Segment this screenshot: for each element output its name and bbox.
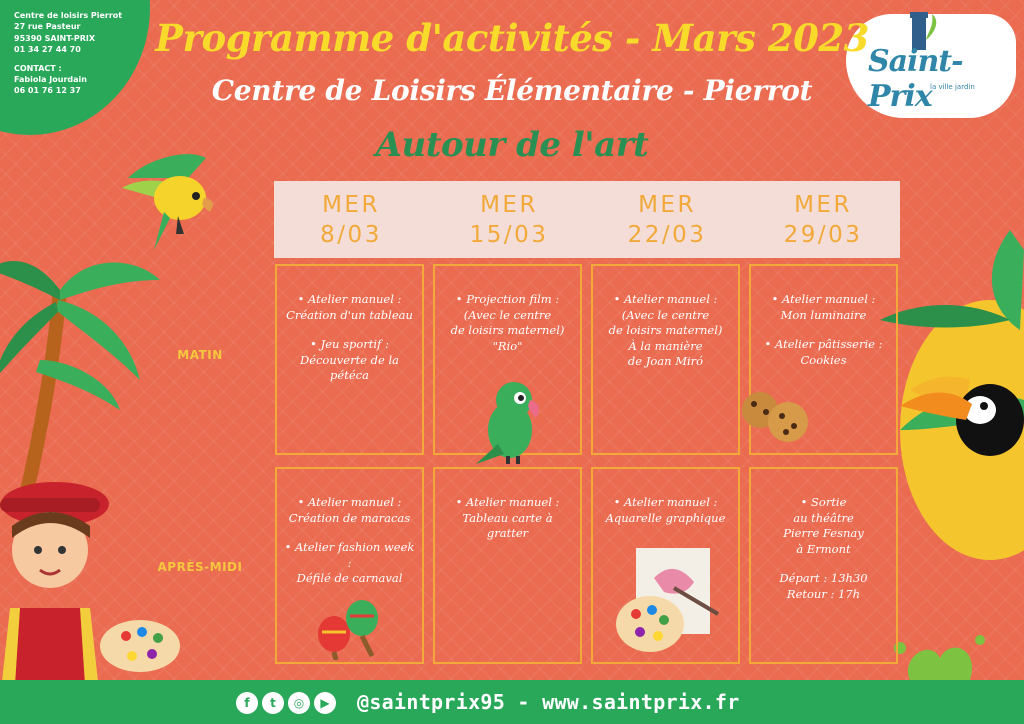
day-date: 22/03 bbox=[627, 222, 707, 248]
maracas-icon bbox=[312, 596, 384, 660]
period-label-morning: MATIN bbox=[177, 348, 223, 362]
contact-line: 95390 SAINT-PRIX bbox=[14, 33, 96, 43]
contact-phone: 06 01 76 12 37 bbox=[14, 86, 81, 96]
page-title: Programme d'activités - Mars 2023 bbox=[155, 16, 869, 60]
day-date: 15/03 bbox=[469, 222, 549, 248]
day-date: 29/03 bbox=[783, 222, 863, 248]
activity-item: Départ : 13h30 Retour : 17h bbox=[779, 571, 868, 601]
instagram-icon[interactable]: ◎ bbox=[288, 692, 310, 714]
contact-heading: CONTACT : bbox=[14, 63, 62, 73]
contact-line: 27 rue Pasteur bbox=[14, 22, 81, 32]
day-header-4 bbox=[745, 190, 901, 250]
activity-item: • Atelier manuel : Création d'un tableau bbox=[286, 292, 413, 322]
activity-item: • Jeu sportif : Découverte de la pétéca bbox=[299, 337, 400, 382]
footer-text bbox=[357, 690, 740, 714]
logo-name: Saint-Prix bbox=[868, 44, 963, 114]
day-name: MER bbox=[638, 192, 696, 218]
youtube-icon[interactable]: ▶ bbox=[314, 692, 336, 714]
activity-item: • Atelier manuel : Tableau carte à gratter bbox=[455, 495, 560, 540]
footer-separator: - bbox=[505, 690, 543, 714]
activity-item: • Atelier pâtisserie : Cookies bbox=[764, 337, 883, 367]
twitter-icon[interactable]: t bbox=[262, 692, 284, 714]
day-header-3 bbox=[589, 190, 745, 250]
day-name: MER bbox=[322, 192, 380, 218]
contact-line: 01 34 27 44 70 bbox=[14, 45, 81, 55]
activity-item: • Projection film : (Avec le centre de loisirs maternel) "Rio" bbox=[450, 292, 565, 353]
activity-cell-morning-1 bbox=[275, 264, 424, 455]
page-subtitle: Centre de Loisirs Élémentaire - Pierrot bbox=[211, 74, 813, 107]
palette-painting-icon bbox=[614, 548, 724, 660]
day-header-1 bbox=[273, 190, 429, 250]
activity-cell-morning-3 bbox=[591, 264, 740, 455]
day-name: MER bbox=[794, 192, 852, 218]
theme-title: Autour de l'art bbox=[375, 125, 649, 165]
contact-line: Centre de loisirs Pierrot bbox=[14, 11, 123, 20]
facebook-icon[interactable]: f bbox=[236, 692, 258, 714]
cookies-icon bbox=[738, 388, 812, 444]
activity-item: • Atelier fashion week : Défilé de carnaval bbox=[284, 540, 415, 585]
small-parrot-icon bbox=[470, 374, 554, 466]
activity-item: • Atelier manuel : Mon luminaire bbox=[771, 292, 876, 322]
logo-tagline: la ville jardin bbox=[930, 83, 975, 91]
girl-painter-illustration bbox=[0, 478, 190, 700]
activity-item: • Atelier manuel : Aquarelle graphique bbox=[605, 495, 726, 525]
activity-item: • Atelier manuel : Création de maracas bbox=[288, 495, 411, 525]
activity-item: • Sortie au théâtre Pierre Fesnay à Ermont bbox=[783, 495, 864, 556]
activity-cell-afternoon-2 bbox=[433, 467, 582, 664]
social-handle-link[interactable]: @saintprix95 bbox=[357, 690, 506, 714]
activity-item: • Atelier manuel : (Avec le centre de loisirs maternel) À la manière de Joan Miró bbox=[608, 292, 723, 368]
day-date: 8/03 bbox=[320, 222, 382, 248]
website-link[interactable]: www.saintprix.fr bbox=[542, 690, 740, 714]
day-header-2 bbox=[431, 190, 587, 250]
contact-person: Fabiola Jourdain bbox=[14, 75, 87, 85]
palm-toucan-illustration bbox=[880, 230, 1024, 570]
day-name: MER bbox=[480, 192, 538, 218]
period-label-afternoon: APRÈS-MIDI bbox=[157, 560, 243, 574]
activity-cell-afternoon-4 bbox=[749, 467, 898, 664]
